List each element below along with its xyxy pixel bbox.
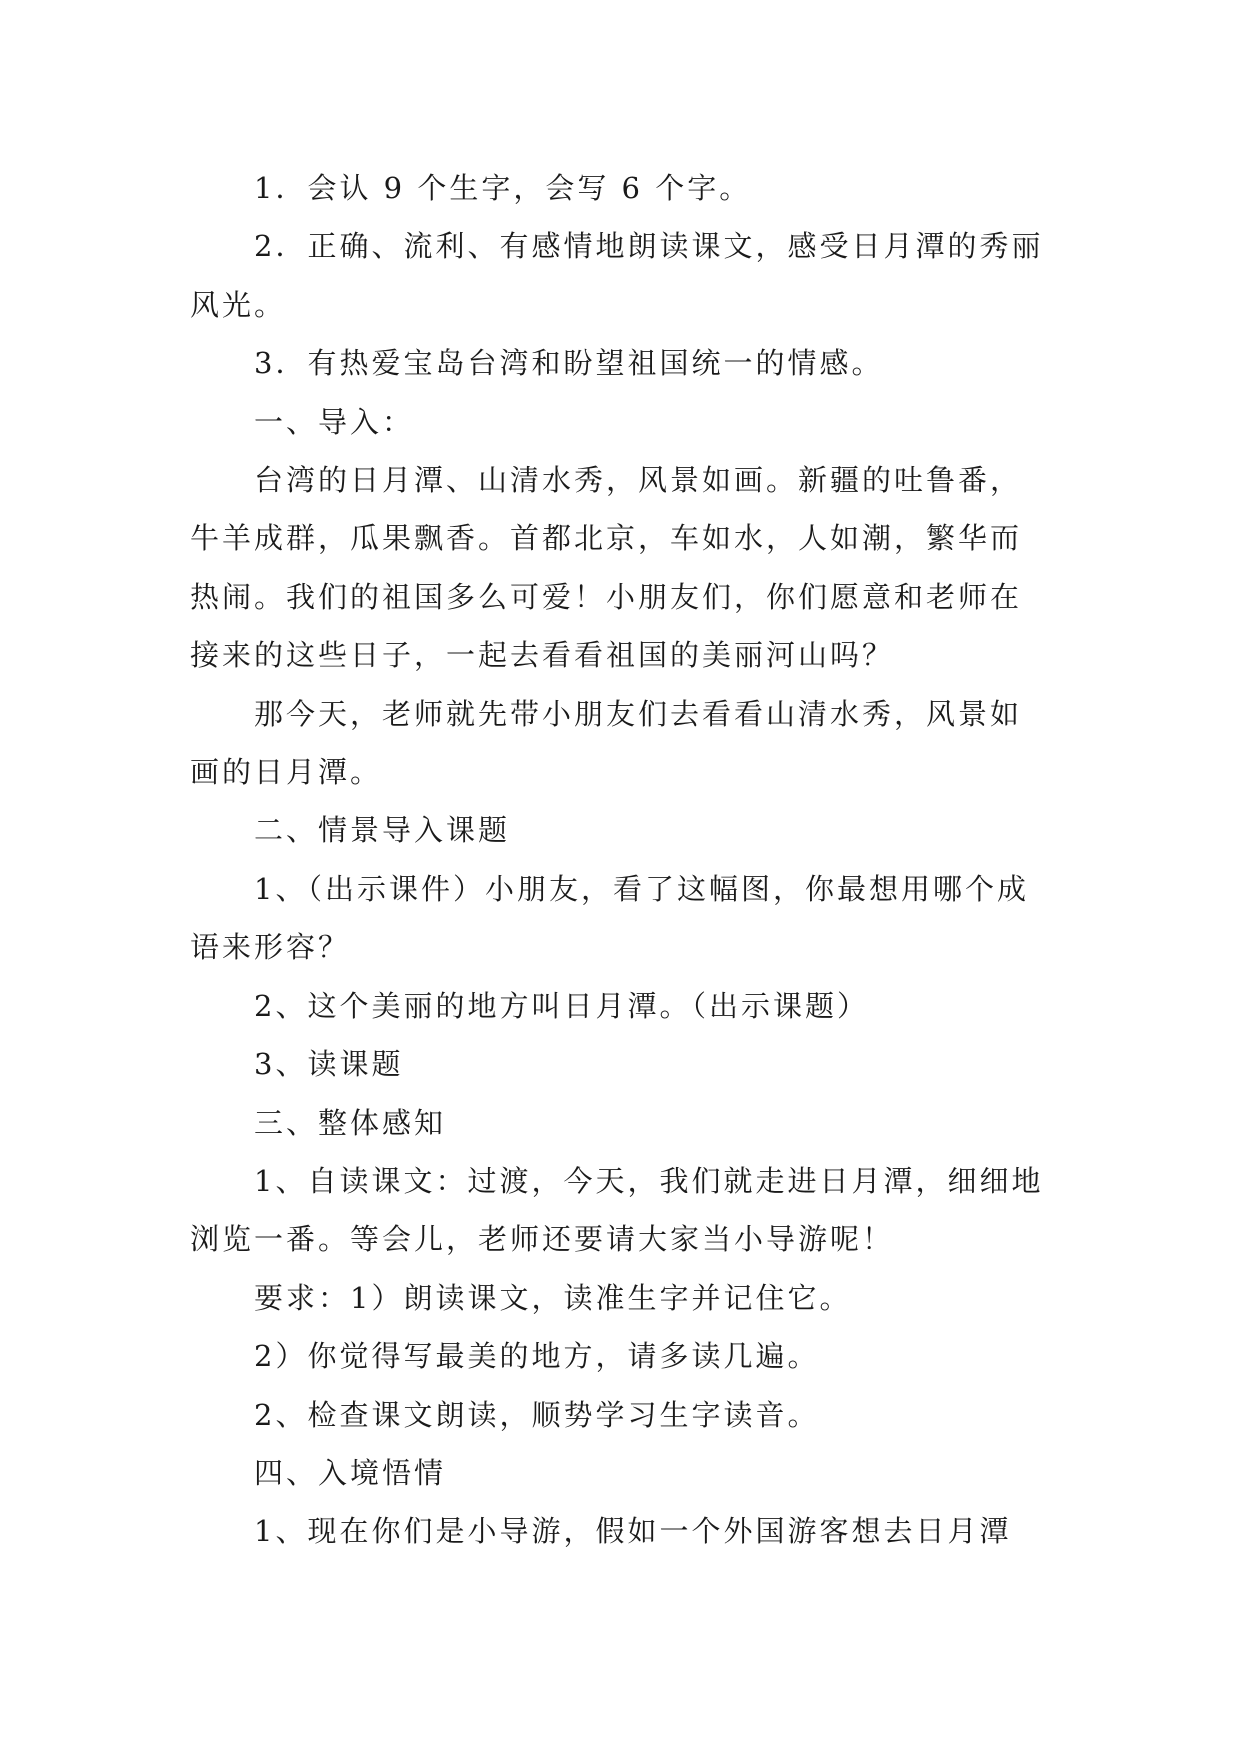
objective-1: 1．会认 9 个生字，会写 6 个字。 bbox=[254, 171, 752, 205]
scene-step-3: 3、读课题 bbox=[254, 1047, 404, 1082]
section-heading-intro: 一、导入： bbox=[254, 404, 415, 439]
section-heading-scene: 二、情景导入课题 bbox=[254, 813, 511, 848]
scene-step-2: 2、这个美丽的地方叫日月潭。（出示课题） bbox=[254, 988, 869, 1023]
overall-step-2: 2、检查课文朗读，顺势学习生字读音。 bbox=[254, 1397, 820, 1432]
document-body bbox=[190, 159, 1050, 1561]
section-heading-immersion: 四、入境悟情 bbox=[254, 1455, 447, 1490]
objective-3: 3．有热爱宝岛台湾和盼望祖国统一的情感。 bbox=[254, 346, 884, 381]
intro-paragraph-2: 那今天，老师就先带小朋友们去看看山清水秀，风景如画的日月潭。 bbox=[190, 696, 1023, 790]
scene-step-1: 1、（出示课件）小朋友，看了这幅图，你最想用哪个成语来形容？ bbox=[190, 871, 1029, 965]
intro-paragraph: 台湾的日月潭、山清水秀，风景如画。新疆的吐鲁番，牛羊成群，瓜果飘香。首都北京，车如水，人如潮，繁华而热闹。我们的祖国多么可爱！小朋友们，你们愿意和老师在接来的这些日子，一起去看看祖国的美丽河山吗？ bbox=[190, 463, 1023, 673]
objective-2: 2．正确、流利、有感情地朗读课文，感受日月潭的秀丽风光。 bbox=[190, 229, 1044, 322]
requirement-2: 2）你觉得写最美的地方，请多读几遍。 bbox=[254, 1339, 820, 1374]
immersion-step-1: 1、现在你们是小导游，假如一个外国游客想去日月潭 bbox=[254, 1514, 1012, 1549]
overall-step-1: 1、自读课文：过渡，今天，我们就走进日月潭，细细地浏览一番。等会儿，老师还要请大家当小导游呢！ bbox=[190, 1163, 1044, 1257]
requirement-1: 要求：1）朗读课文，读准生字并记住它。 bbox=[254, 1280, 852, 1315]
section-heading-overall: 三、整体感知 bbox=[254, 1105, 447, 1140]
